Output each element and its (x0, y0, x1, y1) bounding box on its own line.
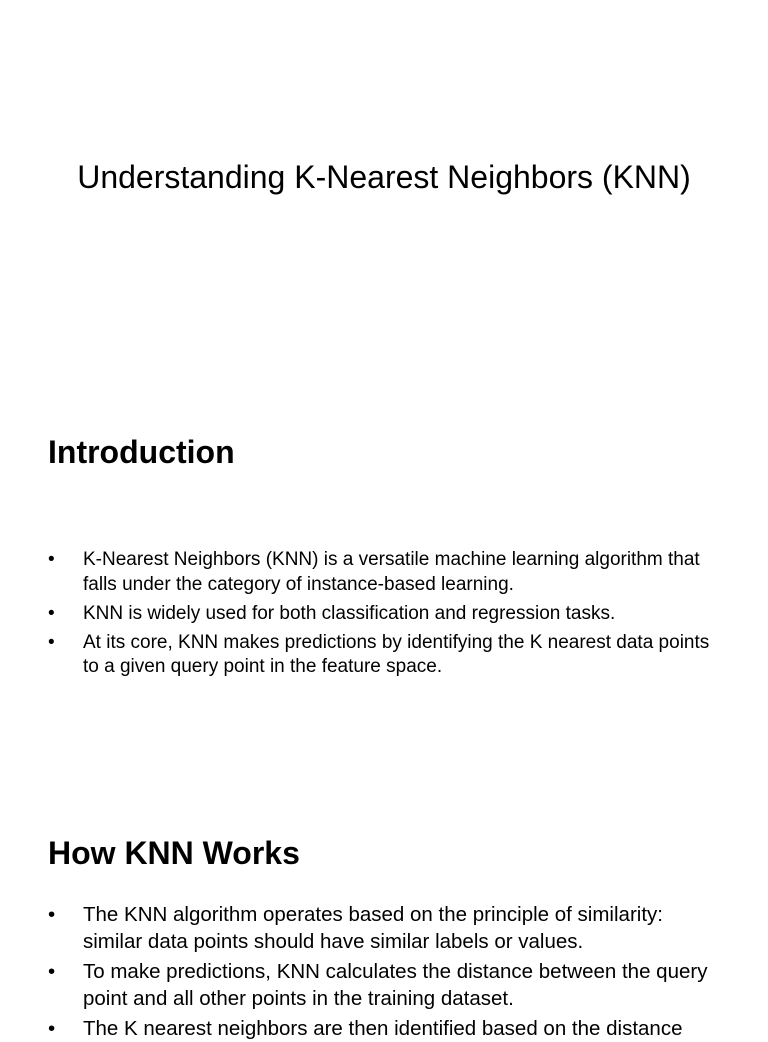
bullet-marker: • (48, 902, 56, 926)
bullet-text: To make predictions, KNN calculates the distance between the query point and all other points in the training dataset. (83, 959, 708, 1010)
how-knn-works-bullet-list (48, 901, 719, 1040)
bullet-text: KNN is widely used for both classification and regression tasks. (83, 602, 616, 624)
list-item (48, 1015, 719, 1040)
introduction-bullet-list (48, 548, 719, 680)
page-title: Understanding K-Nearest Neighbors (KNN) (77, 159, 691, 195)
list-item (48, 901, 719, 955)
bullet-marker: • (48, 1016, 56, 1040)
bullet-text: K-Nearest Neighbors (KNN) is a versatile machine learning algorithm that falls under the category of instance-based learning. (83, 549, 700, 595)
bullet-marker: • (48, 549, 55, 570)
bullet-marker: • (48, 959, 56, 983)
section-heading-introduction: Introduction (48, 434, 235, 470)
list-item (48, 631, 719, 680)
bullet-text: The K nearest neighbors are then identified based on the distance (83, 1016, 683, 1040)
bullet-text: At its core, KNN makes predictions by identifying the K nearest data points to a given query point in the feature space. (83, 631, 710, 677)
list-item (48, 548, 719, 597)
list-item (48, 602, 719, 627)
bullet-marker: • (48, 602, 55, 624)
section-heading-how-knn-works: How KNN Works (48, 835, 300, 871)
bullet-marker: • (48, 631, 55, 653)
list-item (48, 958, 719, 1012)
bullet-text: The KNN algorithm operates based on the principle of similarity: similar data points should have similar labels or values. (83, 902, 663, 953)
